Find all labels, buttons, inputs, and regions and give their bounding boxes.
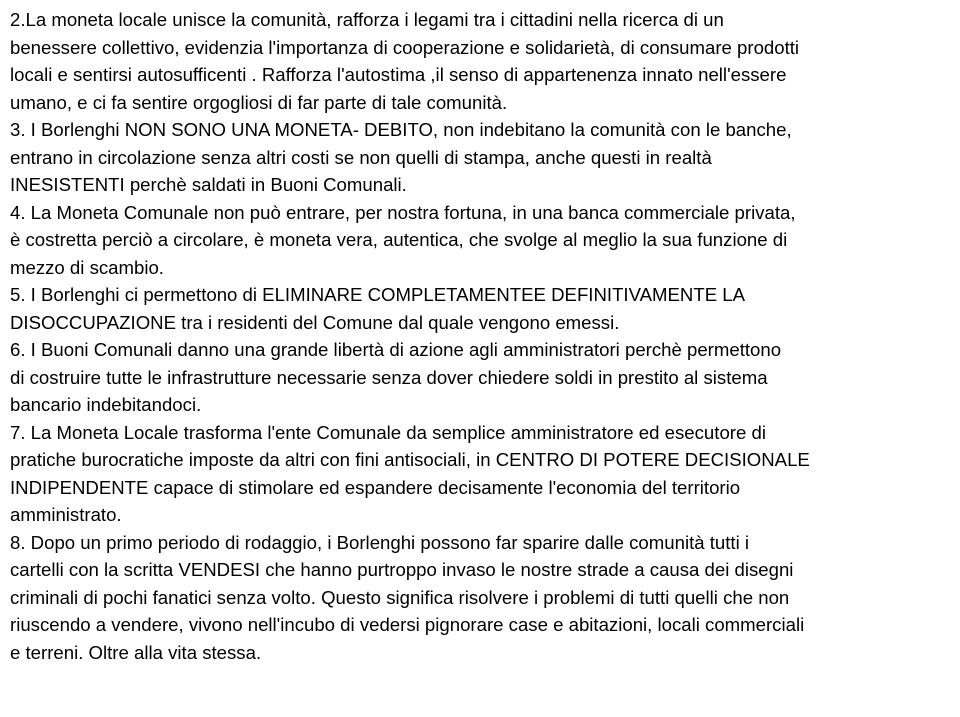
- text-line: riuscendo a vendere, vivono nell'incubo di vedersi pignorare case e abitazioni, locali commerciali: [10, 614, 805, 635]
- text-line: pratiche burocratiche imposte da altri con fini antisociali, in CENTRO DI POTERE DECISIONALE: [10, 449, 810, 470]
- text-line: criminali di pochi fanatici senza volto. Questo significa risolvere i problemi di tutti quelli che non: [10, 586, 790, 608]
- text-line: 5. I Borlenghi ci permettono di ELIMINARE COMPLETAMENTEE DEFINITIVAMENTE LA: [10, 284, 746, 305]
- point-2: [10, 6, 954, 116]
- text-line: 3. I Borlenghi NON SONO UNA MONETA- DEBITO, non indebitano la comunità con le banche,: [10, 119, 792, 140]
- point-8: [10, 529, 954, 667]
- text-line: cartelli con la scritta VENDESI che hanno purtroppo invaso le nostre strade a causa dei disegni: [10, 559, 794, 580]
- text-line: bancario indebitandoci.: [10, 394, 202, 415]
- point-5: [10, 281, 954, 336]
- text-line: e terreni. Oltre alla vita stessa.: [10, 641, 262, 663]
- text-line: entrano in circolazione senza altri costi se non quelli di stampa, anche questi in realtà: [10, 146, 712, 168]
- point-4: [10, 199, 954, 282]
- text-line: umano, e ci fa sentire orgogliosi di far parte di tale comunità.: [10, 91, 508, 113]
- text-line: benessere collettivo, evidenzia l'importanza di cooperazione e solidarietà, di consumare prodotti: [10, 36, 800, 58]
- text-line: 7. La Moneta Locale trasforma l'ente Comunale da semplice amministratore ed esecutore di: [10, 421, 766, 443]
- text-line: 2.La moneta locale unisce la comunità, rafforza i legami tra i cittadini nella ricerca di un: [10, 9, 724, 30]
- text-line: INESISTENTI perchè saldati in Buoni Comunali.: [10, 174, 407, 195]
- text-line: di costruire tutte le infrastrutture necessarie senza dover chiedere soldi in prestito al sistema: [10, 366, 768, 388]
- text-line: 4. La Moneta Comunale non può entrare, per nostra fortuna, in una banca commerciale privata,: [10, 201, 796, 223]
- text-line: locali e sentirsi autosufficenti . Rafforza l'autostima ,il senso di appartenenza innato nell'essere: [10, 64, 787, 85]
- text-line: INDIPENDENTE capace di stimolare ed espandere decisamente l'economia del territorio: [10, 476, 741, 498]
- text-line: amministrato.: [10, 504, 122, 525]
- point-6: [10, 336, 954, 419]
- text-line: 8. Dopo un primo periodo di rodaggio, i Borlenghi possono far sparire dalle comunità tutti i: [10, 531, 750, 553]
- point-3: [10, 116, 954, 199]
- text-line: 6. I Buoni Comunali danno una grande libertà di azione agli amministratori perchè permettono: [10, 339, 782, 360]
- text-line: mezzo di scambio.: [10, 256, 164, 278]
- text-line: DISOCCUPAZIONE tra i residenti del Comune dal quale vengono emessi.: [10, 311, 620, 333]
- text-line: è costretta perciò a circolare, è moneta vera, autentica, che svolge al meglio la sua funzione di: [10, 229, 788, 250]
- point-7: [10, 419, 954, 529]
